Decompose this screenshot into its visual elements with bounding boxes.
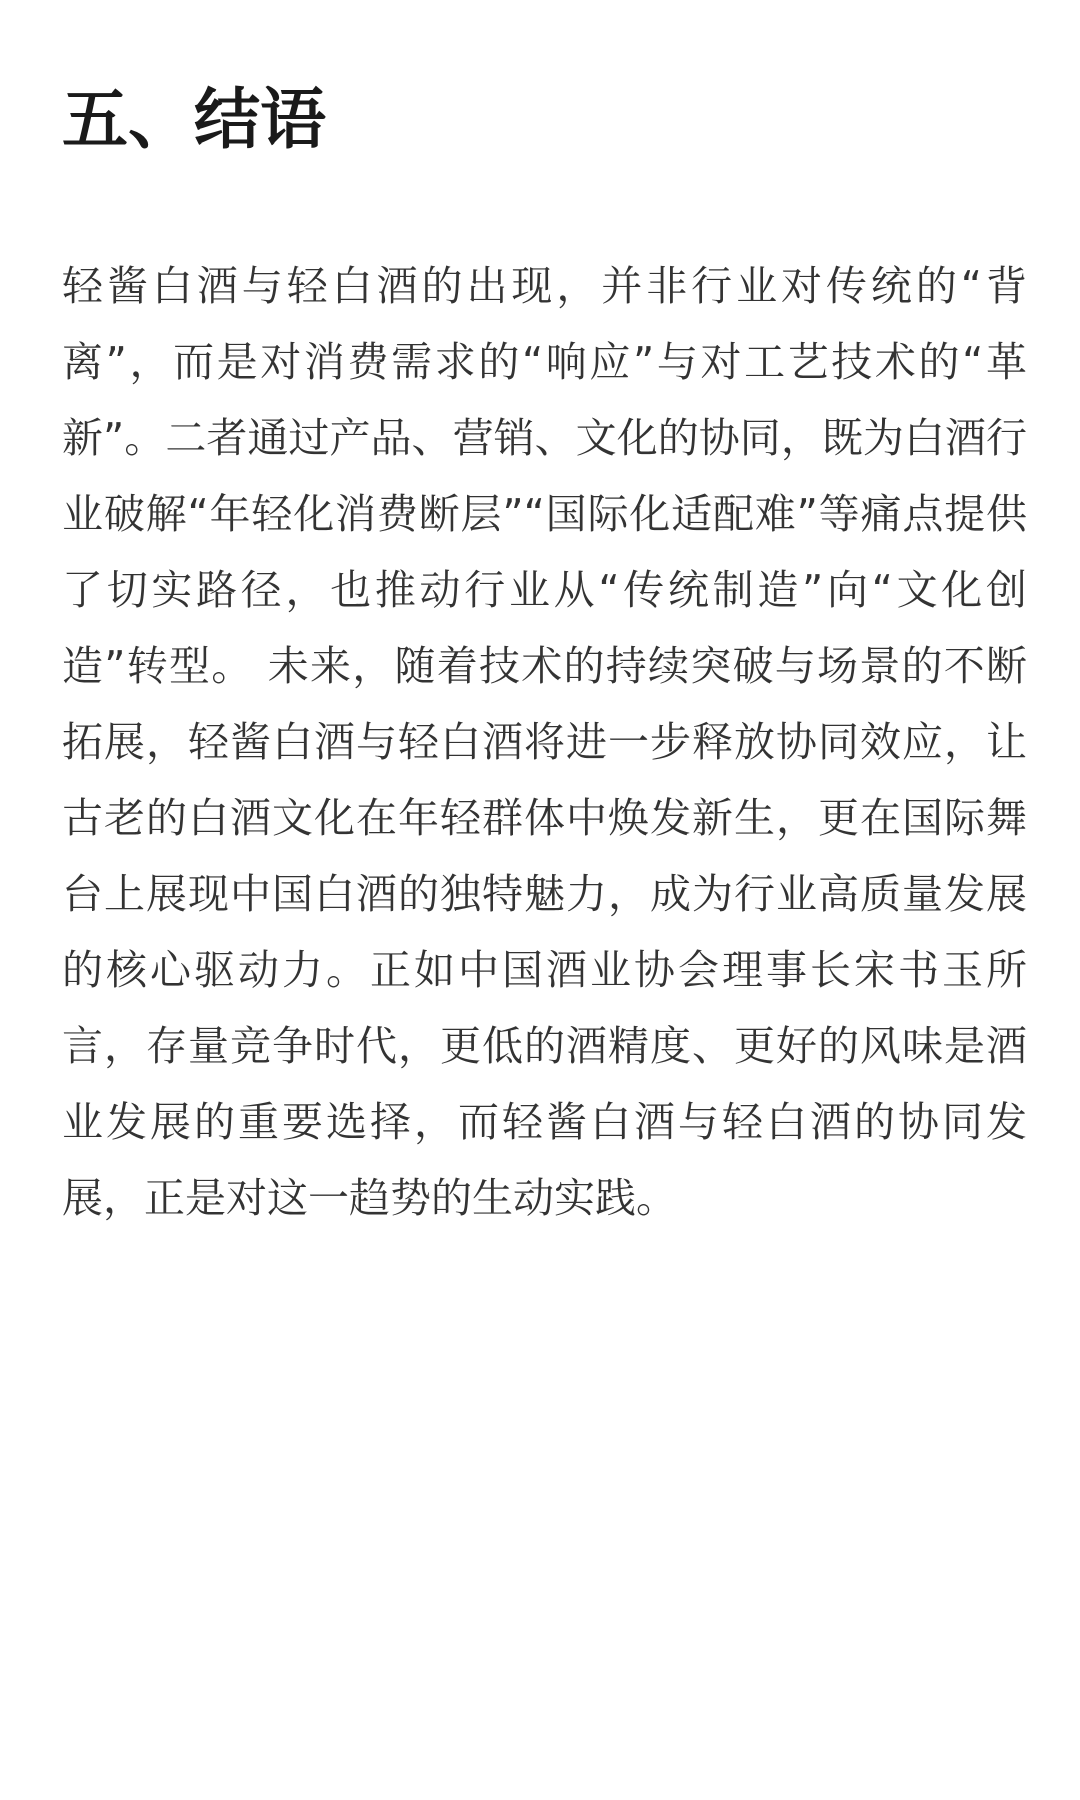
section-title: 五、结语 — [62, 81, 326, 158]
body-paragraph: 轻酱白酒与轻白酒的出现，并非行业对传统的“背离”，而是对消费需求的“响应”与对工艺技术的“革新”。二者通过产品、营销、文化的协同，既为白酒行业破解“年轻化消费断层”“国际化适配难”等痛点提供了切实路径，也推动行业从“传统制造”向“文化创造”转型。 未来，随着技术的持续突破与场景的不断拓展，轻酱白酒与轻白酒将进一步释放协同效应，让古老的白酒文化在年轻群体中焕发新生，更在国际舞台上展现中国白酒的独特魅力，成为行业高质量发展的核心驱动力。正如中国酒业协会理事长宋书玉所言，存量竞争时代，更低的酒精度、更好的风味是酒业发展的重要选择，而轻酱白酒与轻白酒的协同发展，正是对这一趋势的生动实践。 — [62, 262, 1027, 1222]
